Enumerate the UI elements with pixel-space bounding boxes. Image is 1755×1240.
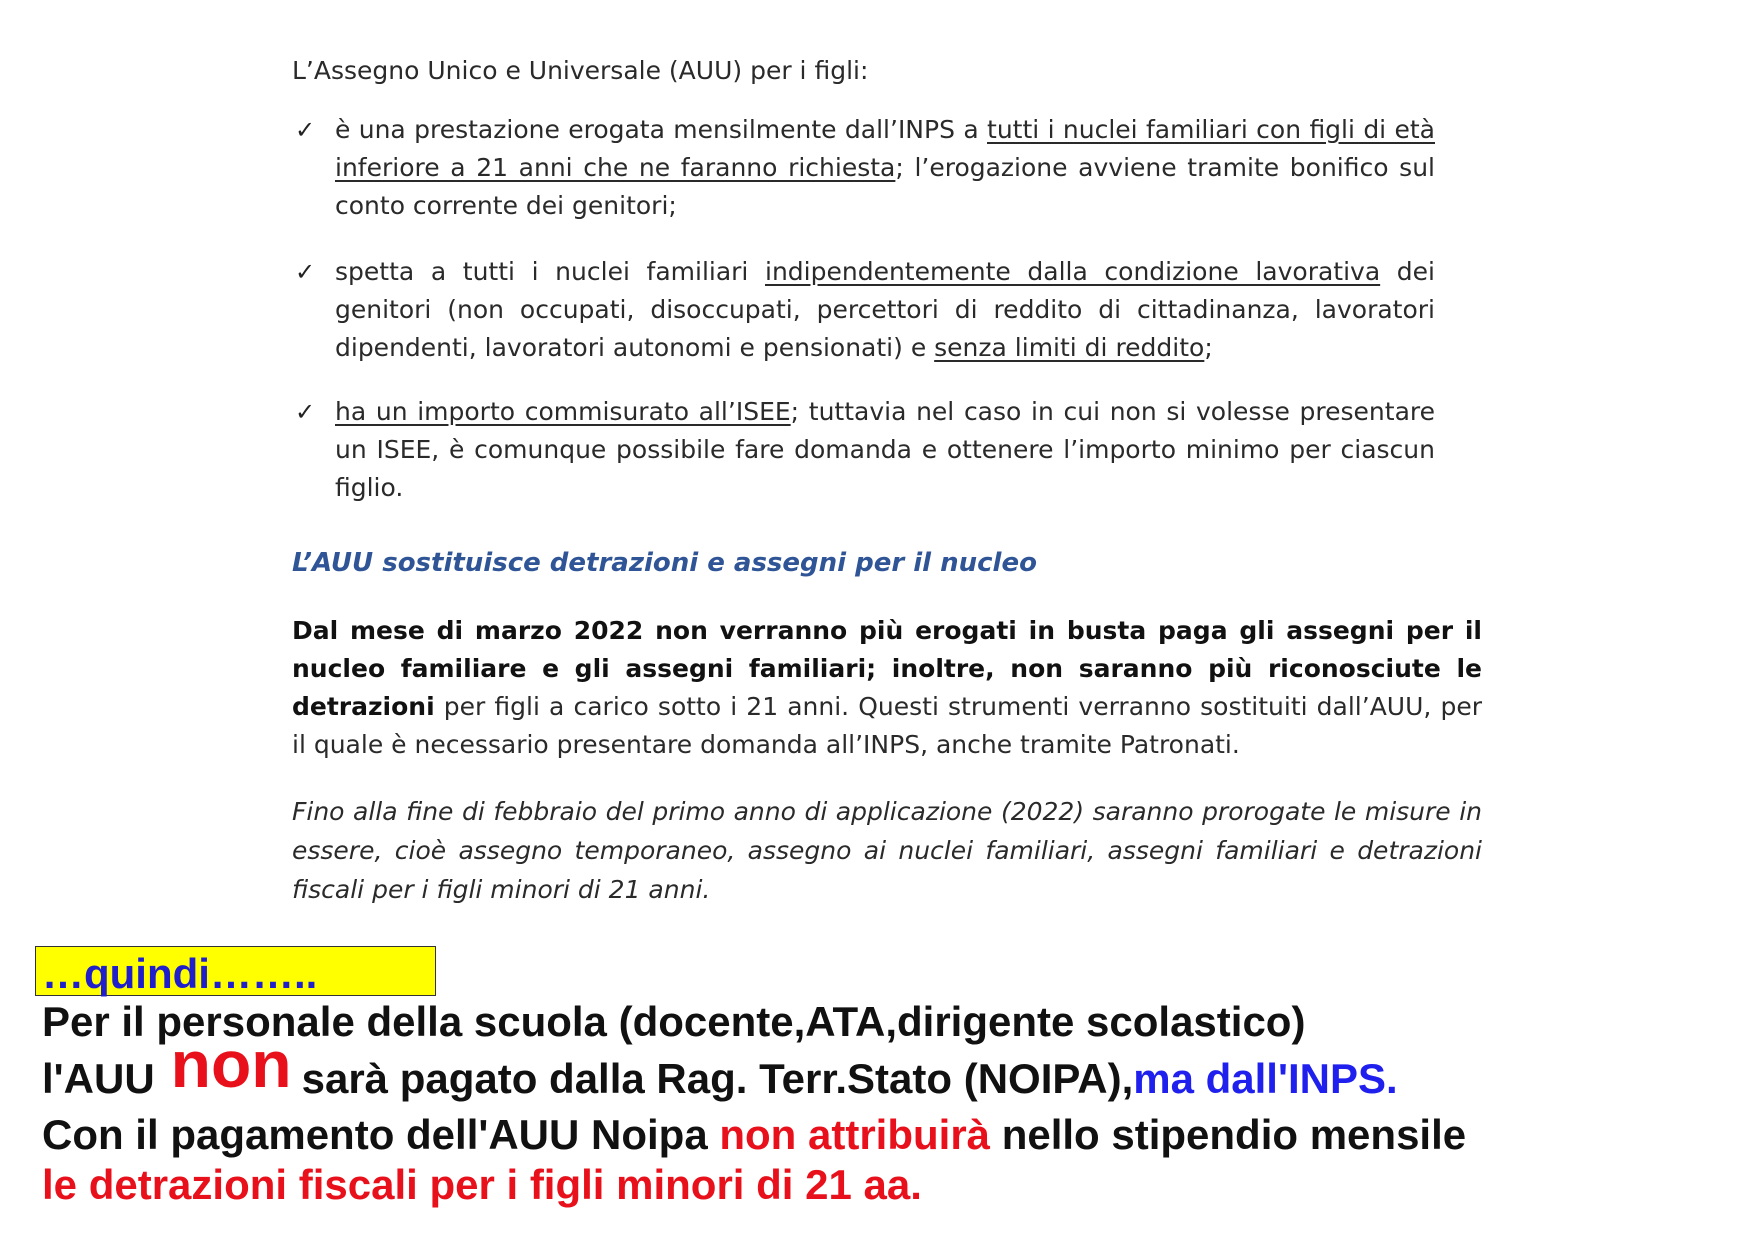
bullet-2-text-a: spetta a tutti i nuclei familiari <box>335 257 766 286</box>
paragraph-2: Fino alla fine di febbraio del primo anno di applicazione (2022) saranno prorogate le misure in essere, cioè assegno temporaneo, assegno ai nuclei familiari, assegni familiari e detrazioni fiscali per i figli minori di 21 anni. <box>292 797 1482 904</box>
paragraph-1-rest: per figli a carico sotto i 21 anni. Questi strumenti verranno sostituiti dall’AUU, per il quale è necessario presentare domanda all’INPS, anche tramite Patronati. <box>292 692 1482 759</box>
section-heading: L’AUU sostituisce detrazioni e assegni per il nucleo <box>292 548 1037 578</box>
banner-text: …quindi…….. <box>42 950 318 997</box>
checkmark-icon: ✓ <box>295 116 316 144</box>
bullet-1-underlined: tutti i nuclei familiari con figli di età inferiore a 21 anni che ne faranno richiesta <box>335 115 1435 182</box>
bullet-3-underlined: ha un importo commisurato all’ISEE <box>335 397 791 426</box>
bullet-2-underlined-2: senza limiti di reddito <box>934 333 1205 362</box>
bullet-1-text-b: ; l’erogazione avviene tramite bonifico sul conto corrente dei genitori; <box>335 153 1435 220</box>
paragraph-1-bold: Dal mese di marzo 2022 non verranno più erogati in busta paga gli assegni per il nucleo familiare e gli assegni familiari; inoltre, non saranno più riconosciute le detrazioni <box>292 616 1482 721</box>
checkmark-icon: ✓ <box>295 258 316 286</box>
note-line-3-red: non attribuirà <box>719 1111 991 1158</box>
bullet-2-text-c: ; <box>1204 333 1213 362</box>
paragraph-1 <box>292 612 1482 764</box>
emphasis-non: non <box>170 1027 292 1101</box>
note-line-2-a: l'AUU <box>42 1055 155 1102</box>
note-line-1: Per il personale della scuola (docente,ATA,dirigente scolastico) <box>42 998 1306 1045</box>
note-line-3 <box>42 1110 1466 1160</box>
checkmark-icon: ✓ <box>295 398 316 426</box>
bullet-1-text-a: è una prestazione erogata mensilmente dall’INPS a <box>335 115 988 144</box>
bullet-item-1 <box>295 111 1435 225</box>
note-line-3-a: Con il pagamento dell'AUU Noipa <box>42 1111 720 1158</box>
bullet-2-text-b: dei genitori (non occupati, disoccupati, percettori di reddito di cittadinanza, lavoratori dipendenti, lavoratori autonomi e pensionati) e <box>335 257 1435 362</box>
bullet-item-3 <box>295 393 1435 507</box>
note-line-2-b: sarà pagato dalla Rag. Terr.Stato (NOIPA), <box>301 1055 1134 1102</box>
note-line-2 <box>42 1027 1398 1104</box>
bullet-3-text-b: ; tuttavia nel caso in cui non si volesse presentare un ISEE, è comunque possibile fare domanda e ottenere l’importo minimo per ciascun figlio. <box>335 397 1435 502</box>
note-line-3-b: nello stipendio mensile <box>990 1111 1467 1158</box>
note-line-2-blue: ma dall'INPS. <box>1133 1055 1398 1102</box>
bullet-item-2 <box>295 253 1435 367</box>
intro-text: L’Assegno Unico e Universale (AUU) per i figli: <box>292 56 869 85</box>
bullet-2-underlined: indipendentemente dalla condizione lavorativa <box>765 257 1381 286</box>
note-line-4: le detrazioni fiscali per i figli minori di 21 aa. <box>42 1161 922 1208</box>
